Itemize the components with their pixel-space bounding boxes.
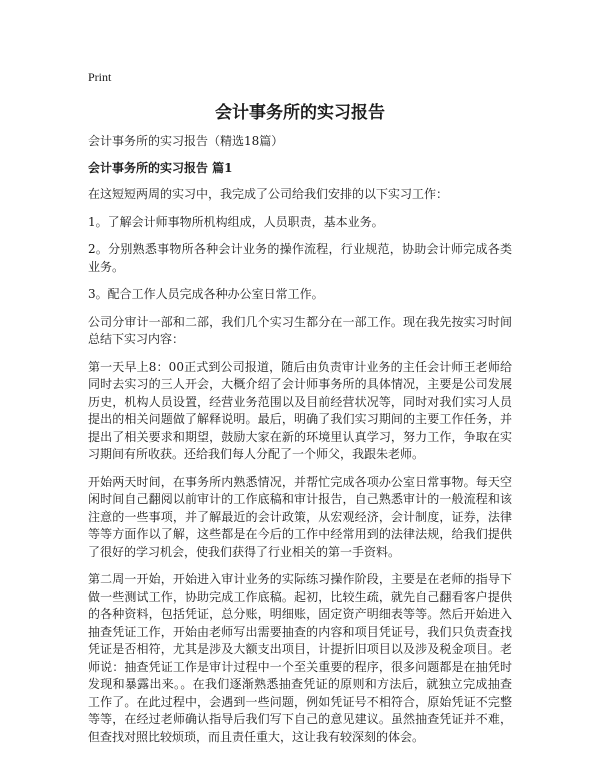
print-label: Print bbox=[88, 70, 112, 84]
paragraph-item-3: 3。配合工作人员完成各种办公室日常工作。 bbox=[88, 287, 324, 301]
paragraph-first-two-days: 开始两天时间，在事务所内熟悉情况，并帮忙完成各项办公室日常事物。每天空闲时间自己翻阅以前审计的工作底稿和审计报告，自己熟悉审计的一般流程和该注意的一些事项，并了解最近的会计政策，从宏观经济，会计制度，证券，法律等等方面作以了解，这些都是在今后的工作中经常用到的法律法规，给我们提供了很好的学习机会，使我们获得了行业相关的第一手资料。 bbox=[88, 474, 512, 559]
paragraph-second-week: 第二周一开始，开始进入审计业务的实际练习操作阶段，主要是在老师的指导下做一些测试工作，协助完成工作底稿。起初，比较生疏，就先自己翻看客户提供的各种资料，包括凭证，总分账，明细账，固定资产明细表等等。然后开始进入抽查凭证工作，开始由老师写出需要抽查的内容和项目凭证号，我们只负责查找凭证是否相符，尤其是涉及大额支出项目，计提折旧项目以及涉及税金项目。老师说：抽查凭证工作是审计过程中一个至关重要的程序，很多问题都是在抽凭时发现和暴露出来。。在我们逐渐熟悉抽查凭证的原则和方法后，就独立完成抽查工作了。在此过程中，会遇到一些问题，例如凭证号不相符合，原始凭证不完整等等，在经过老师确认指导后我们写下自己的意见建议。虽然抽查凭证并不难，但查找对照比较烦琐，而且责任重大，这让我有较深刻的体会。 bbox=[88, 572, 512, 744]
paragraph-item-2: 2。分别熟悉事物所各种会计业务的操作流程，行业规范，协助会计师完成各类业务。 bbox=[88, 242, 512, 274]
document-body bbox=[88, 133, 512, 756]
paragraph-first-day: 第一天早上8：00正式到公司报道，随后由负责审计业务的主任会计师王老师给同时去实习的三人开会，大概介绍了会计师事务所的具体情况，主要是公司发展历史，机构人员设置，经营业务范围以及目前经营状况等，同时对我们实习人员提出的相关问题做了解释说明。最后，明确了我们实习期间的主要工作任务，并提出了相关要求和期望，鼓励大家在新的环境里认真学习，努力工作，争取在实习期间有所收获。还给我们每人分配了一个师父，我跟朱老师。 bbox=[88, 359, 512, 461]
paragraph-intro: 在这短短两周的实习中，我完成了公司给我们安排的以下实习工作： bbox=[88, 187, 449, 201]
document-title: 会计事务所的实习报告 bbox=[215, 103, 385, 123]
paragraph-department: 公司分审计一部和二部，我们几个实习生都分在一部工作。现在我先按实习时间总结下实习内容： bbox=[88, 314, 512, 346]
paragraph-item-1: 1。了解会计师事物所机构组成，人员职责，基本业务。 bbox=[88, 214, 384, 229]
document-subtitle: 会计事务所的实习报告（精选18篇） bbox=[88, 134, 284, 148]
section-heading: 会计事务所的实习报告 篇1 bbox=[88, 160, 233, 175]
